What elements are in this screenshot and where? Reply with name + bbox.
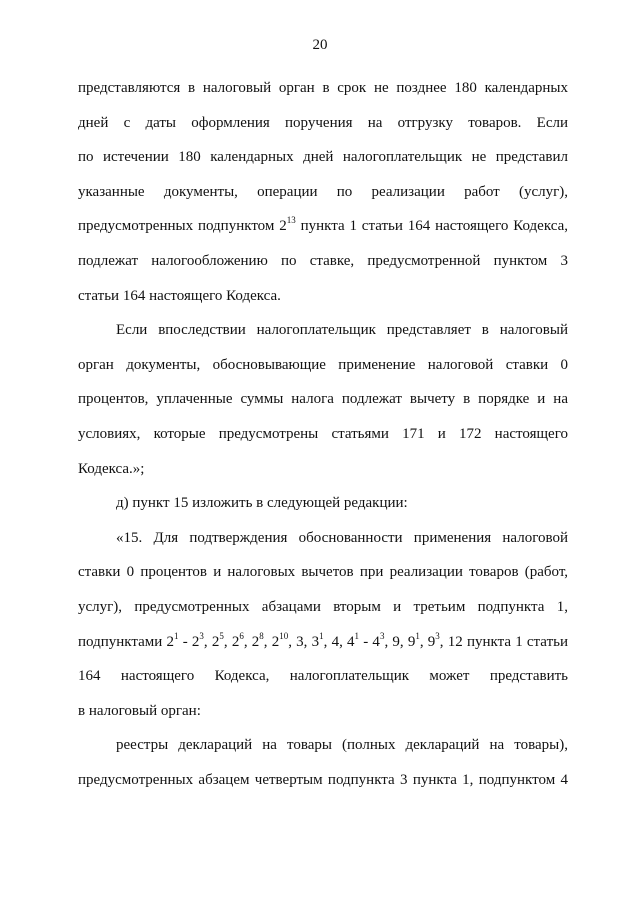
page-number: 20 [312, 37, 328, 53]
superscript: 13 [286, 215, 296, 226]
text-line: в налоговый орган: [78, 702, 201, 719]
text-line: процентов, уплаченные суммы налога подлежат вычету в порядке и на [78, 391, 568, 408]
text-line: «15. Для подтверждения обоснованности применения налоговой [116, 529, 568, 546]
text-fragment: - 4 [359, 633, 380, 650]
text-line: подлежат налогообложению по ставке, предусмотренной пунктом 3 [78, 252, 568, 269]
text-fragment: , 12 пункта 1 статьи [439, 633, 568, 650]
text-fragment: , 3, 3 [288, 633, 320, 650]
text-line: условиях, которые предусмотрены статьями 171 и 172 настоящего [78, 425, 568, 442]
text-fragment: , 9, 9 [384, 633, 416, 650]
text-line: реестры деклараций на товары (полных деклараций на товары), [116, 737, 568, 754]
superscript: 1 [415, 630, 420, 641]
text-line: Если впоследствии налогоплательщик представляет в налоговый [116, 322, 568, 339]
text-fragment: , 2 [203, 633, 220, 650]
text-fragment: , 2 [263, 633, 280, 650]
text-line: дней с даты оформления поручения на отгрузку товаров. Если [78, 114, 568, 131]
text-line: орган документы, обосновывающие применение налоговой ставки 0 [78, 356, 568, 373]
text-fragment: , 4, 4 [323, 633, 355, 650]
superscript: 5 [219, 630, 224, 641]
superscript: 1 [319, 630, 324, 641]
text-line: указанные документы, операции по реализации работ (услуг), [78, 183, 568, 200]
text-line: представляются в налоговый орган в срок не позднее 180 календарных [78, 80, 568, 96]
text-fragment: подпунктами 2 [78, 633, 174, 650]
text-line: д) пункт 15 изложить в следующей редакции: [116, 495, 408, 512]
text-line-with-superscript [78, 212, 568, 247]
text-fragment: , 2 [243, 633, 260, 650]
superscript: 3 [199, 630, 204, 641]
text-fragment: пункта 1 статьи 164 настоящего Кодекса, [295, 218, 568, 235]
superscript: 6 [239, 630, 244, 641]
text-line: ставки 0 процентов и налоговых вычетов при реализации товаров (работ, [78, 564, 568, 581]
text-line: услуг), предусмотренных абзацами вторым и третьим подпункта 1, [78, 598, 568, 615]
text-fragment: , 2 [223, 633, 240, 650]
text-line: статьи 164 настоящего Кодекса. [78, 287, 281, 304]
superscript: 8 [259, 630, 264, 641]
text-line: Кодекса.»; [78, 460, 145, 477]
superscript: 1 [354, 630, 360, 641]
superscript: 10 [279, 630, 289, 641]
text-fragment: - 2 [178, 633, 200, 650]
superscript: 3 [379, 630, 385, 641]
text-fragment: , 9 [419, 633, 436, 650]
document-body [78, 74, 568, 800]
text-line-with-superscripts [78, 628, 568, 663]
text-line: предусмотренных абзацем четвертым подпункта 3 пункта 1, подпунктом 4 [78, 771, 568, 788]
text-line: 164 настоящего Кодекса, налогоплательщик может представить [78, 668, 568, 685]
superscript: 1 [174, 630, 179, 641]
text-fragment: предусмотренных подпунктом 2 [78, 218, 287, 235]
superscript: 3 [435, 630, 440, 641]
text-line: по истечении 180 календарных дней налогоплательщик не представил [78, 149, 568, 166]
